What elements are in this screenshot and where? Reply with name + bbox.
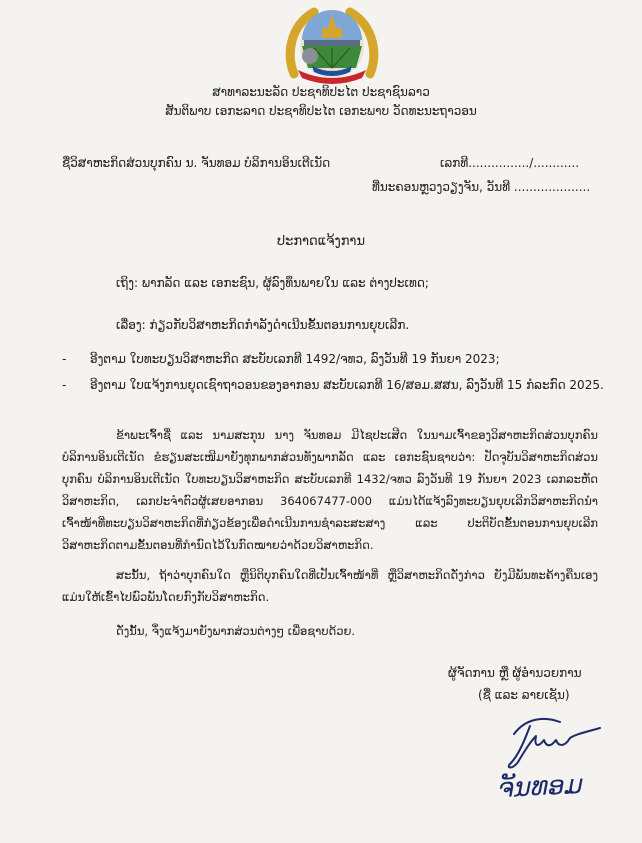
signature-title: ຜູ້ຈັດການ ຫຼື ຜູ້ອຳນວຍການ: [448, 666, 582, 680]
header-line-2: ສັນຕິພາບ ເອກະລາດ ປະຊາທິປະໄຕ ເອກະພາບ ວັດທະນະຖາວອນ: [165, 104, 477, 118]
document-title: ປະກາດແຈ້ງການ: [276, 234, 366, 249]
body-paragraph-1: ຂ້າພະເຈົ້າຊື່ ແລະ ນາມສະກຸນ ນາງ ຈັນທອມ ມີໄຊປະເສີດ ໃນນາມເຈົ້າຂອງວິສາຫະກິດສ່ວນບຸກຄົນ ບໍລິການອິນເຕີເນັດ ຂໍຮຽນສະເໜີມາຍັງທຸກພາກສ່ວນທັງພາກລັດ ແລະ ເອກະຊົນຊາບວ່າ: ປັດຈຸບັນວິສາຫະກິດສ່ວນບຸກຄົນ ບໍລິການອິນເຕີເນັດ ໃບທະບຽນວິສາຫະກິດ ສະບັບເລກທີ 1432/ຈທວ ລົງວັນທີ 19 ກັນຍາ 2023 ເລກລະຫັດວິສາຫະກິດ, ເລກປະຈຳຕົວຜູ້ເສຍອາກອນ 364067477-000 ແມ່ນໄດ້ແຈ້ງລົງທະບຽນຍຸບເລີກວິສາຫະກິດນຳເຈົ້າໜ້າທີ່ທະບຽນວິສາຫະກິດທີ່ກ່ຽວຂ້ອງເພື່ອດຳເນີນການຊຳລະສະສາງ ແລະ ປະຕິບັດຂັ້ນຕອນການຍຸບເລີກວິສາຫະກິດຕາມຂັ້ນຕອນທີ່ກຳນົດໄວ້ໃນກົດໝາຍວ່າດ້ວຍວິສາຫະກິດ.: [62, 428, 598, 552]
reference-item: ອີງຕາມ ໃບແຈ້ງການຍຸດເຊົາຖາວອນຂອງອາກອນ ສະບັບເລກທີ 16/ສອມ.ສສນ, ລົງວັນທີ 15 ກໍລະກົດ 2025.: [90, 378, 604, 392]
document-number: ເລກທີ................/............: [440, 156, 580, 170]
handwritten-signature: [500, 712, 610, 772]
header-line-1: ສາທາລະນະລັດ ປະຊາທິປະໄຕ ປະຊາຊົນລາວ: [212, 85, 430, 99]
body-paragraph-3: ດັ່ງນັ້ນ, ຈຶ່ງແຈ້ງມາຍັງພາກສ່ວນຕ່າງໆ ເພື່ອຊາບດ້ວຍ.: [116, 624, 356, 638]
subject-line: ເລື່ອງ: ກ່ຽວກັບວິສາຫະກິດກຳລັງດຳເນີນຂັ້ນຕອນການຍຸບເລີກ.: [116, 318, 410, 332]
national-emblem-icon: [284, 4, 380, 86]
body-paragraph-2: ສະນັ້ນ, ຖ້າວ່າບຸກຄົນໃດ ຫຼືນິຕິບຸກຄົນໃດທີ່ເປັນເຈົ້າໜ້າທີ່ ຫຼືວິສາຫະກິດດັ່ງກ່າວ ຍັງມີພັນທະຄ້າງຄືນເອງແມ່ນໃຫ້ເຂົ້າໄປພົວພັນໂດຍກົງກັບວິສາຫະກິດ.: [62, 568, 598, 604]
bullet-dash: -: [62, 352, 67, 366]
handwritten-name: ຈັນທອມ: [495, 769, 582, 805]
recipients-line: ເຖິງ: ພາກລັດ ແລະ ເອກະຊົນ, ຜູ້ລົງທຶນພາຍໃນ ແລະ ຕ່າງປະເທດ;: [116, 276, 429, 290]
place-date: ທີ່ນະຄອນຫຼວງວຽງຈັນ, ວັນທີ ....................: [372, 180, 591, 194]
signature-note: (ຊື່ ແລະ ລາຍເຊັນ): [478, 688, 570, 702]
bullet-dash: -: [62, 378, 67, 392]
company-name: ຊື່ວິສາຫະກິດສ່ວນບຸກຄົນ ນ. ຈັນທອມ ບໍລິການອິນເຕີເນັດ: [62, 156, 331, 170]
reference-item: ອີງຕາມ ໃບທະບຽນວິສາຫະກິດ ສະບັບເລກທີ 1492/ຈທວ, ລົງວັນທີ 19 ກັນຍາ 2023;: [90, 352, 500, 366]
